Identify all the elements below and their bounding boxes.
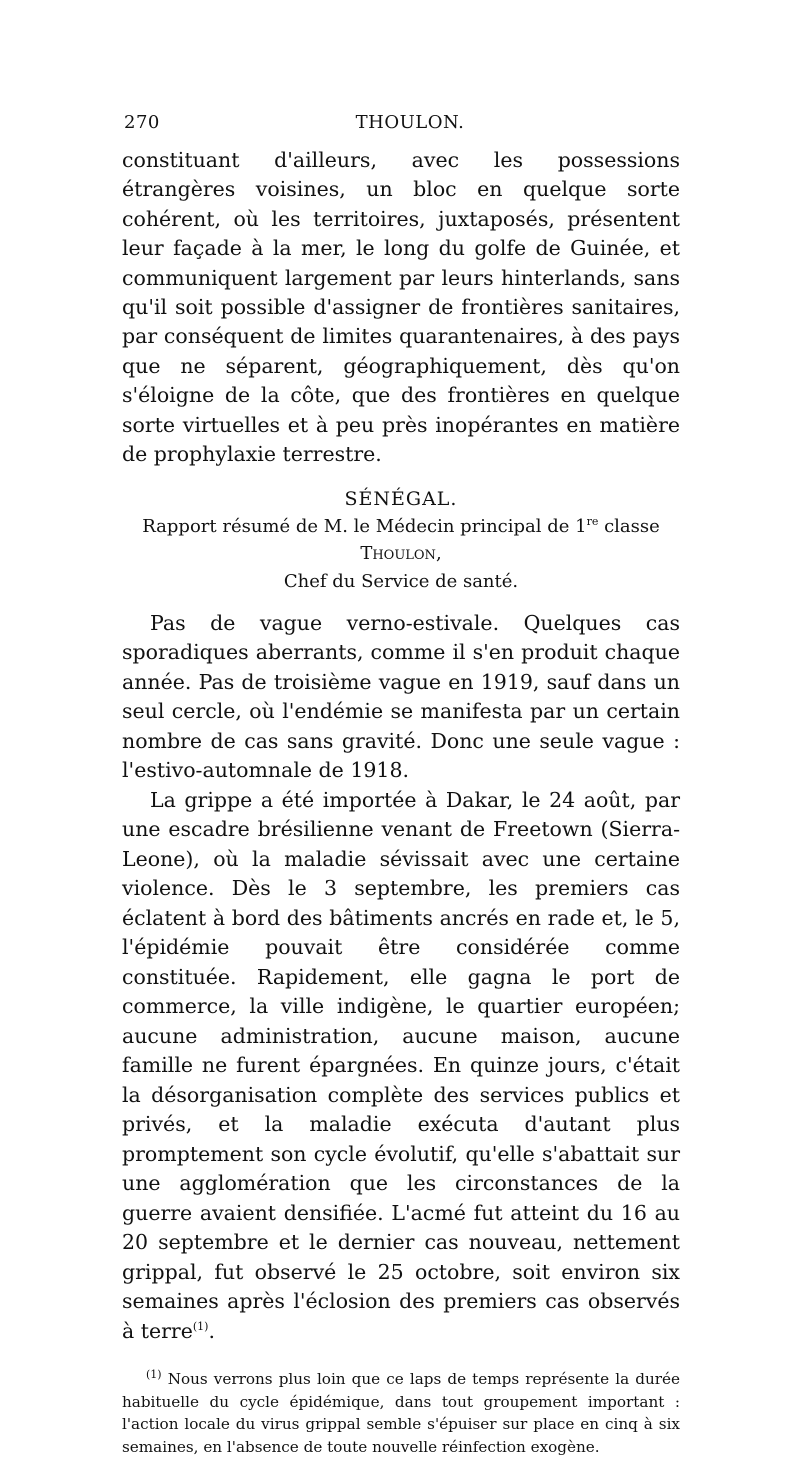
footnote-reference[interactable]: (1) [192, 1320, 209, 1334]
body-paragraph-2-end: . [208, 1318, 215, 1343]
footnote [122, 1368, 680, 1458]
page-body [122, 146, 680, 1458]
report-role: Chef du Service de santé. [283, 571, 519, 593]
report-ordinal: re [586, 515, 599, 529]
report-author: Thoulon [360, 542, 436, 564]
page-number: 270 [124, 112, 160, 133]
footnote-text: Nous verrons plus loin que ce laps de temps représente la durée habituelle du cycle épidémique, dans tout groupement important : l'action locale du virus grippal semble s'épuiser sur place en cinq à six semaines, en l'absence de toute nouvelle réinfection exogène. [122, 1370, 680, 1456]
section-title: SÉNÉGAL. [344, 488, 458, 511]
body-paragraph-2-text: La grippe a été importée à Dakar, le 24 août, par une escadre brésilienne venant de Freetown (Sierra-Leone), où la maladie sévissait avec une certaine violence. Dès le 3 septembre, les premiers cas éclatent à bord des bâtiments ancrés en rade et, le 5, l'épidémie pouvait être considérée comme constituée. Rapidement, elle gagna le port de commerce, la ville indigène, le quartier européen; aucune administration, aucune maison, aucune famille ne furent épargnées. En quinze jours, c'était la désorganisation complète des services publics et privés, et la maladie exécuta d'autant plus promptement son cycle évolutif, qu'elle s'abattait sur une agglomération que les circonstances de la guerre avaient densifiée. L'acmé fut atteint du 16 au 20 septembre et le dernier cas nouveau, nettement grippal, fut observé le 25 octobre, soit environ six semaines après l'éclosion des premiers cas observés à terre [122, 787, 680, 1343]
report-byline [122, 514, 680, 567]
body-paragraph-2 [122, 786, 680, 1347]
running-title: THOULON. [355, 112, 465, 133]
report-class: classe [598, 516, 660, 538]
body-paragraph-1: Pas de vague verno-estivale. Quelques cas sporadiques aberrants, comme il s'en produit chaque année. Pas de troisième vague en 1919, sauf dans un seul cercle, où l'endémie se manifesta par un certain nombre de cas sans gravité. Donc une seule vague : l'estivo-automnale de 1918. [122, 610, 680, 783]
footnote-marker: (1) [146, 1368, 162, 1382]
report-suffix: , [435, 542, 442, 564]
report-prefix: Rapport résumé de M. le Médecin principal de 1 [142, 516, 587, 538]
intro-paragraph: constituant d'ailleurs, avec les possessions étrangères voisines, un bloc en quelque sorte cohérent, où les territoires, juxtaposés, présentent leur façade à la mer, le long du golfe de Guinée, et communiquent largement par leurs hinterlands, sans qu'il soit possible d'assigner de frontières sanitaires, par conséquent de limites quarantenaires, à des pays que ne séparent, géographiquement, dès qu'on s'éloigne de la côte, que des frontières en quelque sorte virtuelles et à peu près inopérantes en matière de prophylaxie terrestre. [122, 148, 680, 467]
running-header [120, 112, 680, 142]
